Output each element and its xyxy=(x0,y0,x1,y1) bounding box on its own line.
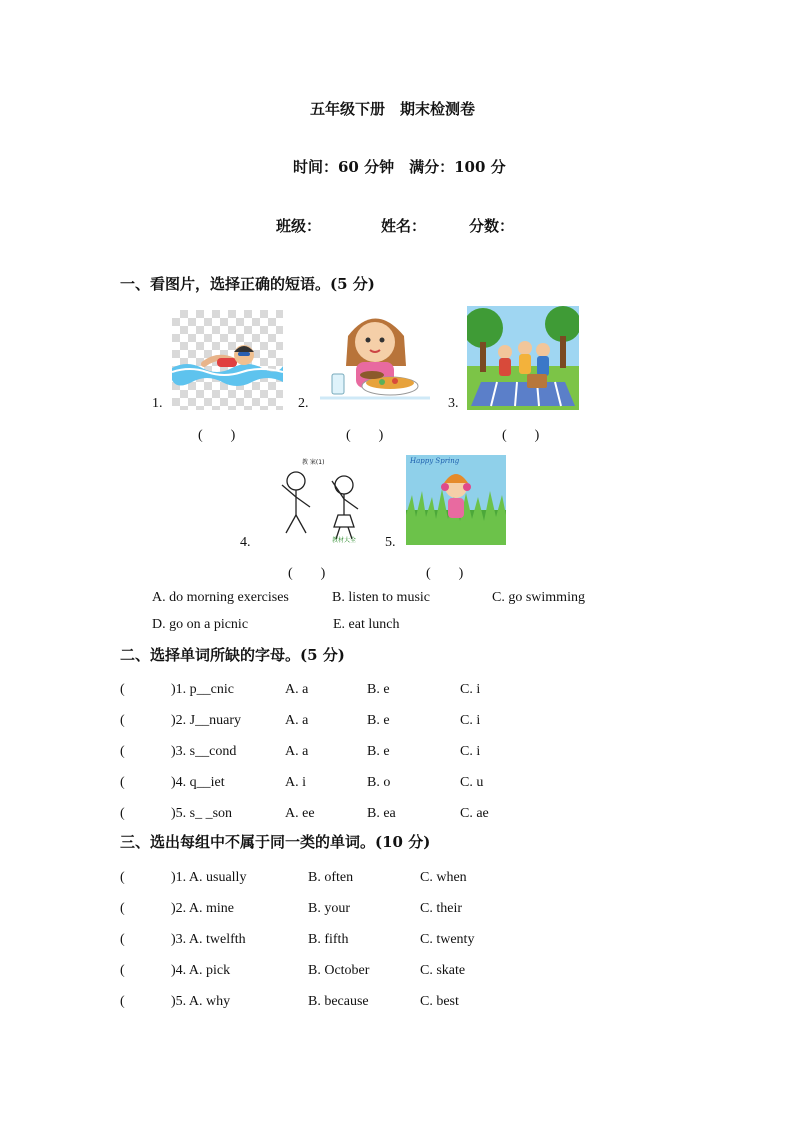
score-label: 分数： xyxy=(469,217,515,235)
choice-c: C. best xyxy=(420,994,459,1009)
question-text: )2. J__nuary xyxy=(171,713,241,728)
answer-paren[interactable]: ( xyxy=(120,775,125,790)
answer-paren[interactable]: ( xyxy=(120,744,125,759)
answer-blank-2[interactable]: ( ) xyxy=(346,428,384,443)
picnic-picture xyxy=(467,306,579,410)
picture-label-2: 2. xyxy=(298,396,309,411)
choice-b: B. e xyxy=(367,682,390,697)
answer-paren[interactable]: ( xyxy=(120,963,125,978)
choice-b: B. fifth xyxy=(308,932,349,947)
question-text: )4. A. pick xyxy=(171,963,231,978)
name-label: 姓名： xyxy=(381,217,427,235)
option-a: A. do morning exercises xyxy=(152,590,289,605)
answer-blank-4[interactable]: ( ) xyxy=(288,566,326,581)
listen-to-music-picture xyxy=(406,455,506,545)
swimming-picture xyxy=(172,310,283,410)
option-c: C. go swimming xyxy=(492,590,585,605)
answer-blank-5[interactable]: ( ) xyxy=(426,566,464,581)
choice-b: B. October xyxy=(308,963,370,978)
question-text: )3. A. twelfth xyxy=(171,932,246,947)
choice-a: A. ee xyxy=(285,806,315,821)
picture-label-4: 4. xyxy=(240,535,251,550)
question-text: )2. A. mine xyxy=(171,901,234,916)
choice-b: B. often xyxy=(308,870,354,885)
question-text: )4. q__iet xyxy=(171,775,225,790)
picture-label-5: 5. xyxy=(385,535,396,550)
section3-heading: 三、选出每组中不属于同一类的单词。(10 分) xyxy=(120,833,431,851)
choice-a: A. i xyxy=(285,775,306,790)
choice-c: C. ae xyxy=(460,806,489,821)
picture-label-1: 1. xyxy=(152,396,163,411)
choice-b: B. e xyxy=(367,713,390,728)
exam-time-and-score: 时间：60 分钟 满分：100 分 xyxy=(293,158,506,176)
answer-blank-1[interactable]: ( ) xyxy=(198,428,236,443)
section1-heading: 一、看图片，选择正确的短语。(5 分) xyxy=(120,275,375,293)
choice-c: C. i xyxy=(460,744,481,759)
question-text: )3. s__cond xyxy=(171,744,237,759)
choice-a: A. a xyxy=(285,682,309,697)
class-label: 班级： xyxy=(276,217,322,235)
answer-paren[interactable]: ( xyxy=(120,713,125,728)
question-text: )1. p__cnic xyxy=(171,682,234,697)
answer-paren[interactable]: ( xyxy=(120,901,125,916)
choice-c: C. their xyxy=(420,901,462,916)
picture-caption: Happy Spring xyxy=(410,457,460,465)
option-e: E. eat lunch xyxy=(333,617,400,632)
choice-c: C. i xyxy=(460,713,481,728)
choice-c: C. skate xyxy=(420,963,466,978)
choice-c: C. when xyxy=(420,870,467,885)
choice-b: B. your xyxy=(308,901,350,916)
choice-c: C. twenty xyxy=(420,932,475,947)
choice-c: C. u xyxy=(460,775,484,790)
question-text: )1. A. usually xyxy=(171,870,247,885)
answer-blank-3[interactable]: ( ) xyxy=(502,428,540,443)
answer-paren[interactable]: ( xyxy=(120,806,125,821)
choice-b: B. ea xyxy=(367,806,396,821)
picture-logo: 教材大全 xyxy=(332,537,357,544)
choice-b: B. e xyxy=(367,744,390,759)
section2-heading: 二、选择单词所缺的字母。(5 分) xyxy=(120,646,345,664)
option-b: B. listen to music xyxy=(332,590,430,605)
answer-paren[interactable]: ( xyxy=(120,994,125,1009)
choice-a: A. a xyxy=(285,713,309,728)
answer-paren[interactable]: ( xyxy=(120,870,125,885)
morning-exercises-picture xyxy=(262,455,372,545)
choice-b: B. o xyxy=(367,775,391,790)
answer-paren[interactable]: ( xyxy=(120,932,125,947)
question-text: )5. A. why xyxy=(171,994,231,1009)
choice-c: C. i xyxy=(460,682,481,697)
choice-a: A. a xyxy=(285,744,309,759)
page-title: 五年级下册 期末检测卷 xyxy=(310,100,476,118)
eating-lunch-picture xyxy=(320,306,430,410)
option-d: D. go on a picnic xyxy=(152,617,249,632)
choice-b: B. because xyxy=(308,994,369,1009)
picture-caption: 教 案(1) xyxy=(302,459,325,466)
answer-paren[interactable]: ( xyxy=(120,682,125,697)
question-text: )5. s_ _son xyxy=(171,806,233,821)
picture-label-3: 3. xyxy=(448,396,459,411)
